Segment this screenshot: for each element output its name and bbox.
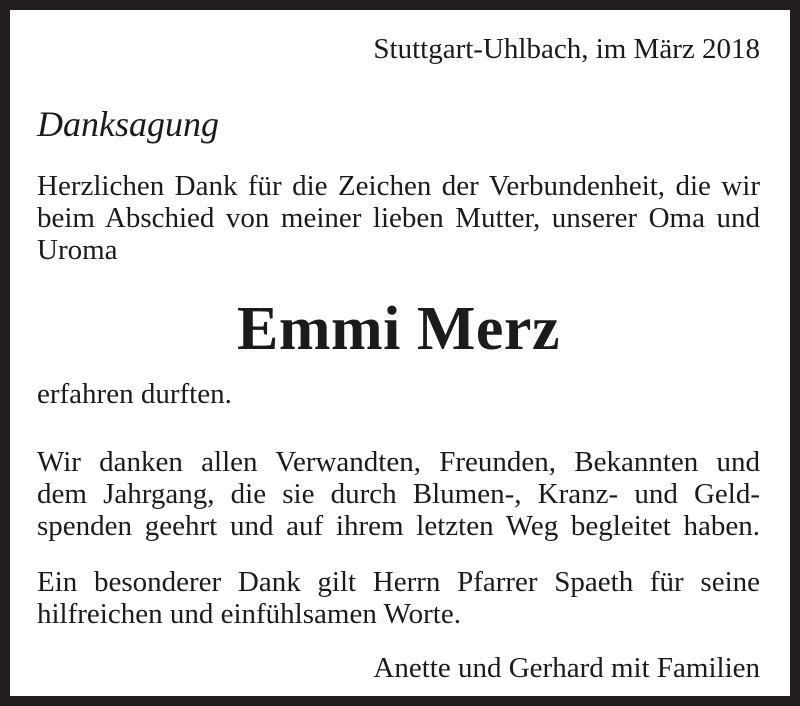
notice-heading: Danksagung: [37, 104, 219, 144]
pastor-paragraph: [37, 566, 760, 630]
after-name-line: erfahren durften.: [37, 378, 232, 410]
intro-line: beim Abschied von meiner lieben Mutter, unserer Oma und: [37, 202, 760, 234]
thanks-paragraph: [37, 446, 760, 542]
pastor-line: hilfreichen und einfühlsamen Worte.: [37, 598, 461, 630]
intro-paragraph: [37, 170, 760, 266]
thanks-line: dem Jahrgang, die sie durch Blumen-, Kranz- und Geld-: [37, 478, 760, 510]
thanks-line: spenden geehrt und auf ihrem letzten Weg begleitet haben.: [37, 510, 760, 542]
intro-line: Herzlichen Dank für die Zeichen der Verbundenheit, die wir: [37, 170, 760, 202]
dateline: Stuttgart-Uhlbach, im März 2018: [373, 33, 760, 65]
intro-line: Uroma: [37, 234, 118, 266]
pastor-line: Ein besonderer Dank gilt Herrn Pfarrer Spaeth für seine: [37, 566, 760, 598]
thanks-line: Wir danken allen Verwandten, Freunden, Bekannten und: [37, 446, 760, 478]
signoff: Anette und Gerhard mit Familien: [373, 652, 760, 684]
deceased-name: Emmi Merz: [237, 295, 560, 363]
